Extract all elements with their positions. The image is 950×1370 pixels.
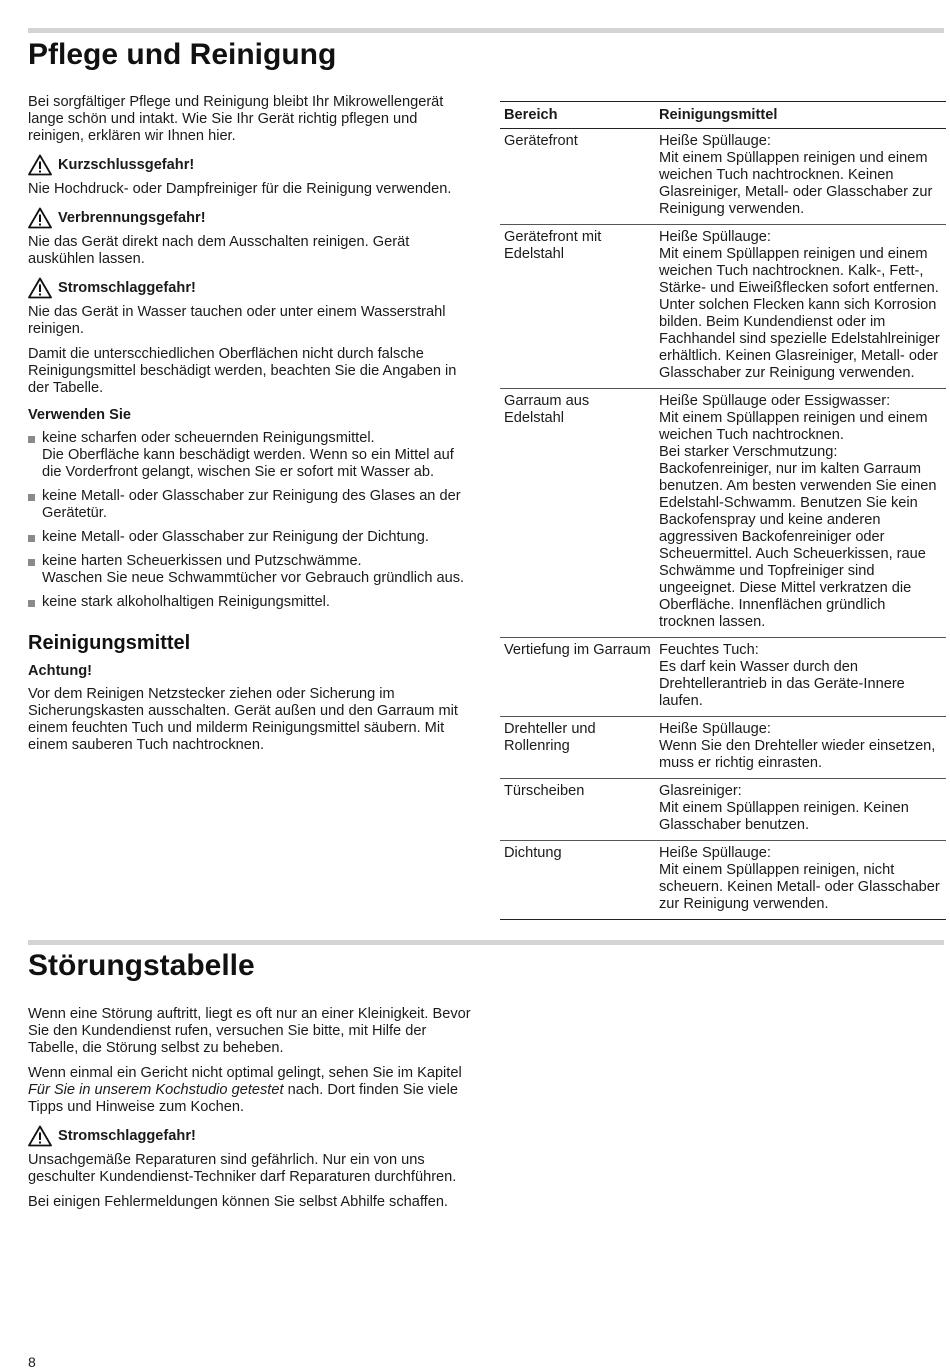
subsection-title-cleaning-agents: Reinigungsmittel bbox=[28, 632, 191, 654]
cell-agent: Heiße Spüllauge: Mit einem Spüllappen reinigen und einem weichen Tuch nachtrocknen. Keinen Glasreiniger, Metall- oder Glasschaber zur Reinigung verwenden. bbox=[655, 129, 946, 225]
warning-triangle-icon bbox=[28, 1125, 52, 1147]
cell-area: Gerätefront mit Edelstahl bbox=[500, 225, 655, 389]
warning-label: Verbrennungsgefahr! bbox=[58, 209, 206, 226]
warning-label: Stromschlaggefahr! bbox=[58, 279, 196, 296]
warning-text: Nie Hochdruck- oder Dampfreiniger für die Reinigung verwenden. bbox=[28, 181, 452, 197]
table-row bbox=[500, 225, 946, 389]
warning-text: Nie das Gerät in Wasser tauchen oder unter einem Wasserstrahl reinigen. bbox=[28, 304, 446, 337]
table-row bbox=[500, 129, 946, 225]
care-intro: Bei sorgfältiger Pflege und Reinigung bleibt Ihr Mikrowellengerät lange schön und intakt. Wie Sie Ihr Gerät richtig pflegen und reinigen, erklären wir Ihnen hier. bbox=[28, 94, 444, 144]
cell-area: Vertiefung im Garraum bbox=[500, 638, 655, 717]
ref-text-before: Wenn einmal ein Gericht nicht optimal gelingt, sehen Sie im Kapitel bbox=[28, 1065, 462, 1081]
cell-area: Gerätefront bbox=[500, 129, 655, 225]
troubleshooting-cooking-ref bbox=[28, 1065, 474, 1116]
list-item: keine harten Scheuerkissen und Putzschwämme. Waschen Sie neue Schwammtücher vor Gebrauch gründlich aus. bbox=[28, 553, 474, 587]
troubleshooting-intro: Wenn eine Störung auftritt, liegt es oft nur an einer Kleinigkeit. Bevor Sie den Kundendienst rufen, versuchen Sie bitte, mit Hilfe der Tabelle, die Störung selbst zu beheben. bbox=[28, 1006, 471, 1056]
cleaning-table bbox=[500, 101, 946, 920]
table-row bbox=[500, 841, 946, 920]
warning-text: Unsachgemäße Reparaturen sind gefährlich. Nur ein von uns geschulter Kundendienst-Techniker darf Reparaturen durchführen. bbox=[28, 1152, 457, 1185]
section-top-rule bbox=[28, 940, 944, 945]
column-header-agent: Reinigungsmittel bbox=[655, 102, 946, 129]
warning-label: Stromschlaggefahr! bbox=[58, 1127, 196, 1144]
warning-triangle-icon bbox=[28, 207, 52, 229]
ref-text-after: nach. Dort finden Sie viele Tipps und Hinweise zum Kochen. bbox=[28, 1082, 458, 1115]
warning-text: Nie das Gerät direkt nach dem Ausschalten reinigen. Gerät auskühlen lassen. bbox=[28, 234, 410, 267]
table-row bbox=[500, 389, 946, 638]
column-header-area: Bereich bbox=[500, 102, 655, 129]
list-item: keine scharfen oder scheuernden Reinigungsmittel. Die Oberfläche kann beschädigt werden. Wenn so ein Mittel auf die Vorderfront gelangt, wischen Sie er sofort mit Wasser ab. bbox=[28, 430, 474, 481]
self-help-note: Bei einigen Fehlermeldungen können Sie selbst Abhilfe schaffen. bbox=[28, 1194, 448, 1210]
cell-agent: Heiße Spüllauge: Wenn Sie den Drehteller wieder einsetzen, muss er richtig einrasten. bbox=[655, 717, 946, 779]
cell-agent: Feuchtes Tuch: Es darf kein Wasser durch den Drehtellerantrieb in das Geräte-Innere laufen. bbox=[655, 638, 946, 717]
cell-agent: Heiße Spüllauge: Mit einem Spüllappen reinigen und einem weichen Tuch nachtrocknen. Kalk-, Fett-, Stärke- und Eiweißflecken sofort entfernen. Unter solchen Flecken kann sich Korrosion bilden. Beim Kundendienst oder im Fachhandel sind spezielle Edelstahlreiniger erhältlich. Keinen Glasreiniger, Metall- oder Glasschaber zur Reinigung verwenden. bbox=[655, 225, 946, 389]
section-title-care: Pflege und Reinigung bbox=[28, 38, 337, 71]
warning-triangle-icon bbox=[28, 277, 52, 299]
use-list bbox=[28, 430, 474, 611]
table-row bbox=[500, 779, 946, 841]
use-heading: Verwenden Sie bbox=[28, 407, 132, 423]
caution-label: Achtung! bbox=[28, 663, 93, 679]
caution-text: Vor dem Reinigen Netzstecker ziehen oder Sicherung im Sicherungskasten ausschalten. Gerät außen und den Garraum mit einem feuchten Tuch und milderm Reinigungsmittel säubern. Mit einem sauberen Tuch nachtrocknen. bbox=[28, 686, 458, 753]
chapter-reference: Für Sie in unserem Kochstudio getestet bbox=[28, 1082, 284, 1098]
warning-burn bbox=[28, 206, 474, 230]
warning-electric-shock-repair bbox=[28, 1124, 474, 1148]
care-left-column bbox=[28, 94, 474, 762]
surface-note: Damit die unterscchiedlichen Oberflächen nicht durch falsche Reinigungsmittel beschädigt werden, beachten Sie die Angaben in der Tabelle. bbox=[28, 346, 457, 396]
cell-area: Garraum aus Edelstahl bbox=[500, 389, 655, 638]
cell-area: Dichtung bbox=[500, 841, 655, 920]
troubleshooting-column bbox=[28, 1006, 474, 1219]
cell-agent: Heiße Spüllauge: Mit einem Spüllappen reinigen, nicht scheuern. Keinen Metall- oder Glasschaber zur Reinigung verwenden. bbox=[655, 841, 946, 920]
table-row bbox=[500, 638, 946, 717]
warning-label: Kurzschlussgefahr! bbox=[58, 156, 195, 173]
section-top-rule bbox=[28, 28, 944, 33]
warning-triangle-icon bbox=[28, 154, 52, 176]
table-header-row bbox=[500, 102, 946, 129]
cell-area: Drehteller und Rollenring bbox=[500, 717, 655, 779]
page-number: 8 bbox=[28, 1354, 36, 1370]
warning-electric-shock bbox=[28, 276, 474, 300]
list-item: keine stark alkoholhaltigen Reinigungsmittel. bbox=[28, 594, 474, 611]
cell-agent: Glasreiniger: Mit einem Spüllappen reinigen. Keinen Glasschaber benutzen. bbox=[655, 779, 946, 841]
list-item: keine Metall- oder Glasschaber zur Reinigung des Glases an der Gerätetür. bbox=[28, 488, 474, 522]
section-title-troubleshooting: Störungstabelle bbox=[28, 949, 255, 982]
warning-short-circuit bbox=[28, 153, 474, 177]
list-item: keine Metall- oder Glasschaber zur Reinigung der Dichtung. bbox=[28, 529, 474, 546]
table-row bbox=[500, 717, 946, 779]
cell-agent: Heiße Spüllauge oder Essigwasser: Mit einem Spüllappen reinigen und einem weichen Tuch nachtrocknen. Bei starker Verschmutzung: Backofenreiniger, nur im kalten Garraum benutzen. Am besten verwenden Sie einen Edelstahl-Schwamm. Benutzen Sie kein Backofenspray und keine anderen aggressiven Backofenreiniger oder Scheuermittel. Auch Scheuerkissen, raue Schwämme und Topfreiniger sind ungeeignet. Diese Mittel verkratzen die Oberfläche. Innenflächen gründlich trocknen lassen. bbox=[655, 389, 946, 638]
cell-area: Türscheiben bbox=[500, 779, 655, 841]
